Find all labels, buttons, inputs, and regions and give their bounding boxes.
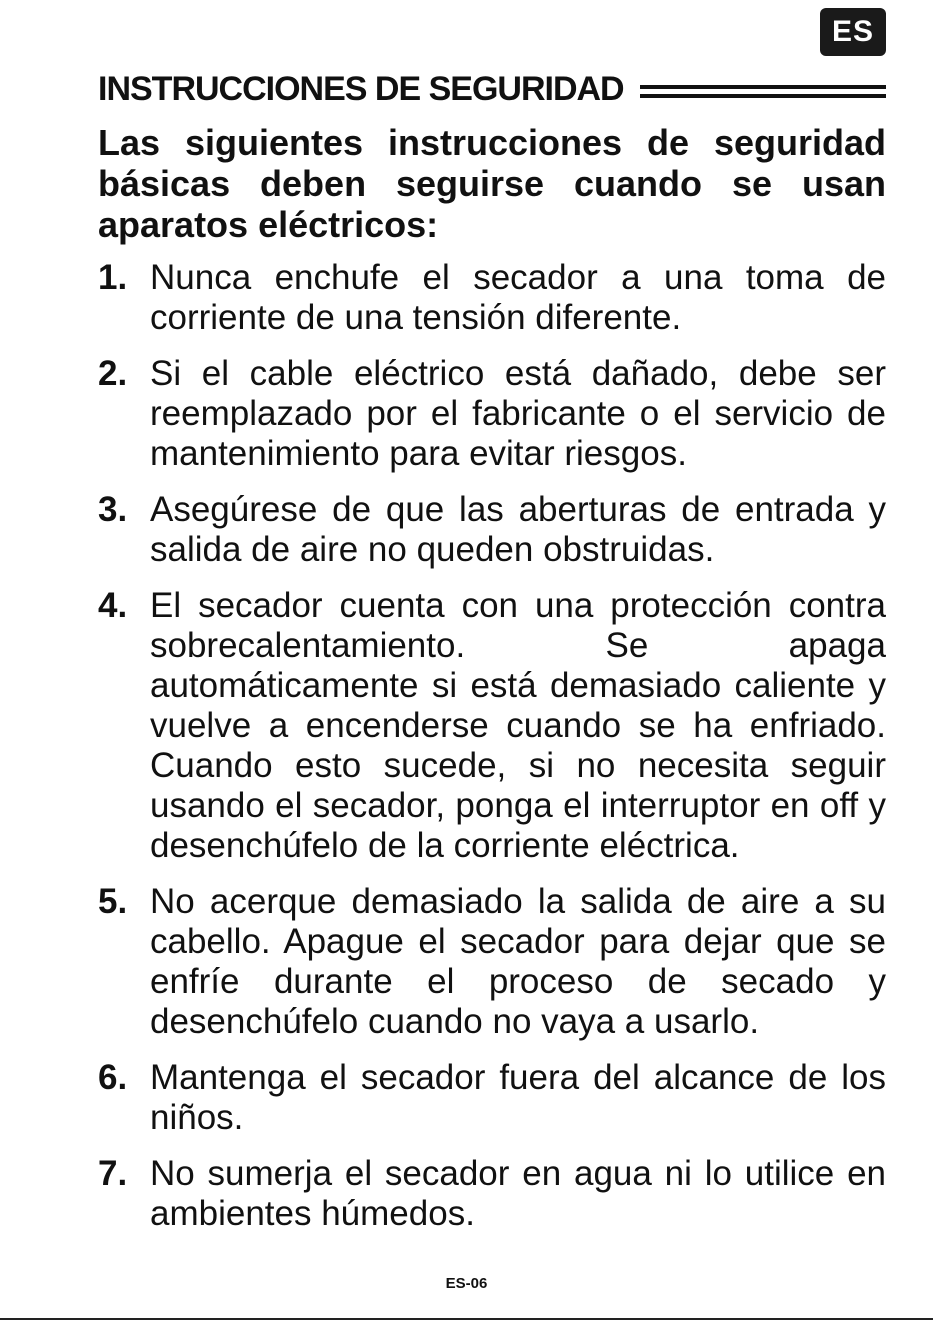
item-number: 7.: [98, 1154, 128, 1193]
item-number: 5.: [98, 882, 128, 921]
bottom-divider: [0, 1318, 933, 1320]
page-title: INSTRUCCIONES DE SEGURIDAD: [98, 69, 624, 108]
item-number: 1.: [98, 258, 128, 297]
list-item: [98, 354, 886, 474]
item-text: Mantenga el secador fuera del alcance de los niños.: [150, 1058, 886, 1137]
safety-instructions-list: [98, 258, 886, 1250]
list-item: [98, 882, 886, 1042]
list-item: [98, 258, 886, 338]
list-item: [98, 1058, 886, 1138]
title-double-rule: [640, 85, 886, 98]
intro-paragraph: Las siguientes instrucciones de seguridad básicas deben seguirse cuando se usan aparatos eléctricos:: [98, 122, 886, 245]
item-text: No sumerja el secador en agua ni lo utilice en ambientes húmedos.: [150, 1154, 886, 1233]
item-number: 3.: [98, 490, 128, 529]
item-number: 6.: [98, 1058, 128, 1097]
page-number: ES-06: [445, 1275, 488, 1292]
language-badge: ES: [820, 8, 886, 56]
item-text: Asegúrese de que las aberturas de entrada y salida de aire no queden obstruidas.: [150, 490, 886, 569]
list-item: [98, 490, 886, 570]
item-text: Nunca enchufe el secador a una toma de corriente de una tensión diferente.: [150, 258, 886, 337]
section-header: [98, 66, 886, 112]
item-text: El secador cuenta con una protección contra sobrecalentamiento. Se apaga automáticamente si está demasiado caliente y vuelve a encenderse cuando se ha enfriado. Cuando esto sucede, si no necesita seguir usando el secador, ponga el interruptor en off y desenchúfelo de la corriente eléctrica.: [150, 586, 886, 865]
item-number: 2.: [98, 354, 128, 393]
item-text: Si el cable eléctrico está dañado, debe ser reemplazado por el fabricante o el servicio de mantenimiento para evitar riesgos.: [150, 354, 886, 473]
item-number: 4.: [98, 586, 128, 625]
list-item: [98, 586, 886, 866]
item-text: No acerque demasiado la salida de aire a su cabello. Apague el secador para dejar que se enfríe durante el proceso de secado y desenchúfelo cuando no vaya a usarlo.: [150, 882, 886, 1041]
list-item: [98, 1154, 886, 1234]
